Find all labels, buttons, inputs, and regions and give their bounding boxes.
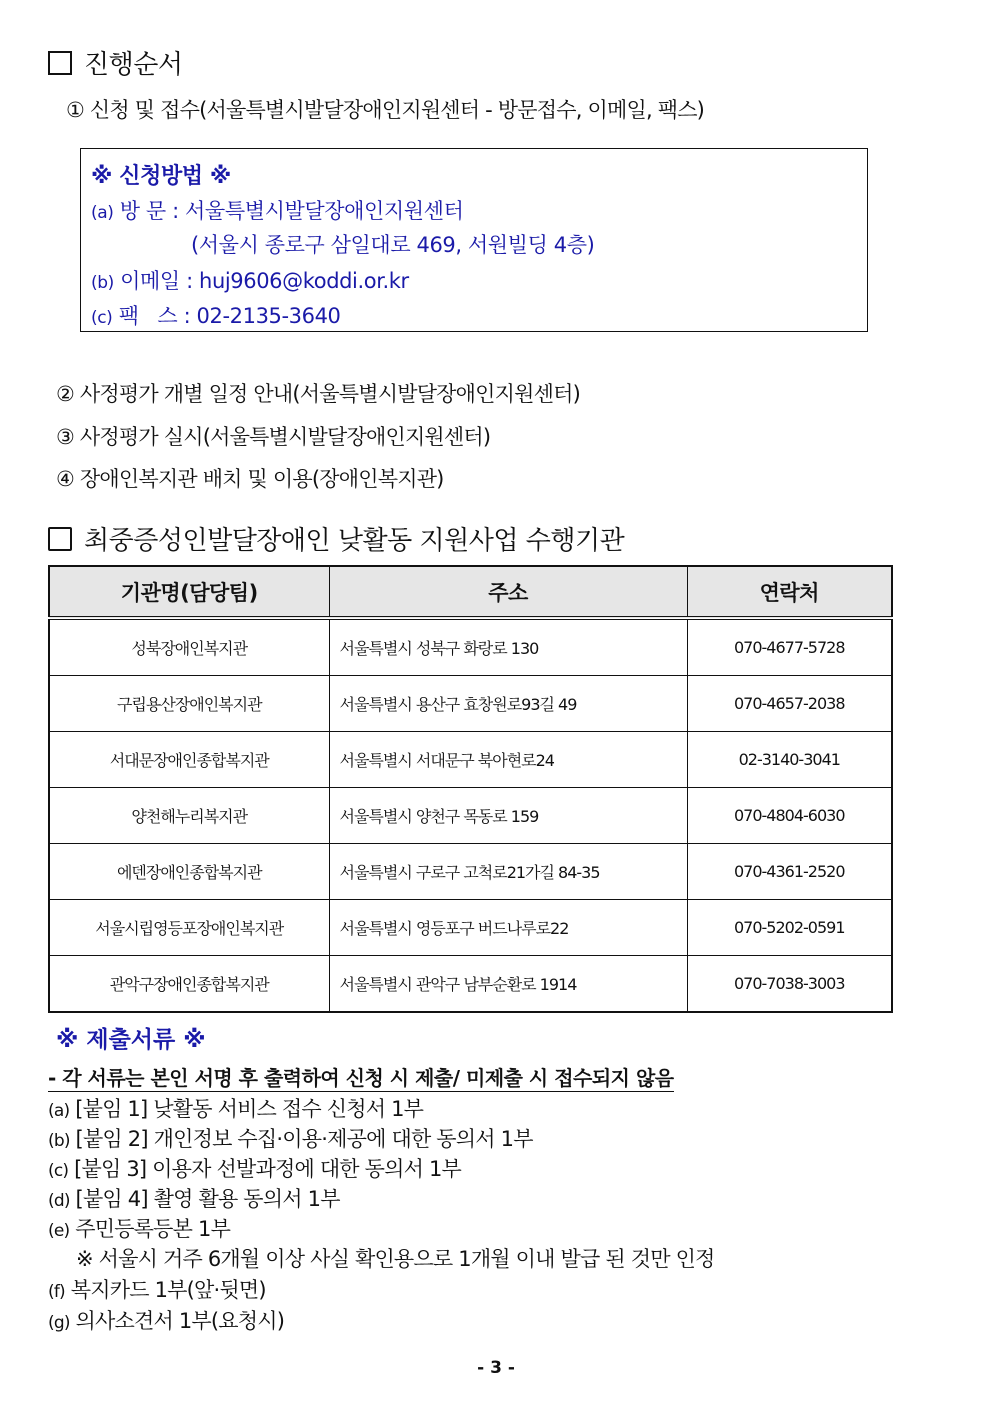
document-item <box>48 1305 284 1335</box>
section-heading-procedure <box>48 44 182 81</box>
table-row <box>49 788 892 844</box>
document-note: ※ 서울시 거주 6개월 이상 사실 확인용으로 1개월 이내 발급 된 것만 인정 <box>76 1247 715 1271</box>
cell-address: 서울특별시 구로구 고척로21가길 84-35 <box>329 844 687 900</box>
cell-contact: 070-4677-5728 <box>687 618 892 676</box>
item-text: 복지카드 1부(앞·뒷면) <box>70 1278 266 1302</box>
section-title: 최중증성인발달장애인 낮활동 지원사업 수행기관 <box>84 526 625 556</box>
document-item <box>48 1153 461 1183</box>
item-text: 의사소견서 1부(요청시) <box>75 1309 285 1333</box>
section-heading-institutions <box>48 520 624 557</box>
visit-label: 방 문 : <box>119 199 179 223</box>
cell-contact: 070-4657-2038 <box>687 676 892 732</box>
marker: (c) <box>48 1161 69 1181</box>
marker: (e) <box>48 1221 70 1241</box>
column-header-address: 주소 <box>329 566 687 618</box>
item-text: [붙임 2] 개인정보 수집·이용·제공에 대한 동의서 1부 <box>75 1127 533 1151</box>
table-row <box>49 844 892 900</box>
marker: (g) <box>48 1313 70 1333</box>
checkbox-square-icon <box>48 51 72 75</box>
fax-label: 팩 스 : <box>118 304 191 328</box>
fax-value: 02-2135-3640 <box>196 304 341 328</box>
cell-contact: 070-5202-0591 <box>687 900 892 956</box>
table-row <box>49 676 892 732</box>
table-header-row <box>49 566 892 618</box>
table-row <box>49 732 892 788</box>
cell-name: 관악구장애인종합복지관 <box>49 956 329 1013</box>
item-text: [붙임 3] 이용자 선발과정에 대한 동의서 1부 <box>74 1157 462 1181</box>
step-1: ① 신청 및 접수(서울특별시발달장애인지원센터 - 방문접수, 이메일, 팩스) <box>66 98 705 122</box>
cell-contact: 070-4804-6030 <box>687 788 892 844</box>
cell-name: 양천해누리복지관 <box>49 788 329 844</box>
cell-name: 서대문장애인종합복지관 <box>49 732 329 788</box>
step-2: ② 사정평가 개별 일정 안내(서울특별시발달장애인지원센터) <box>56 382 580 406</box>
cell-address: 서울특별시 성북구 화랑로 130 <box>329 618 687 676</box>
marker: (d) <box>48 1191 70 1211</box>
marker: (a) <box>91 203 114 223</box>
cell-address: 서울특별시 용산구 효창원로93길 49 <box>329 676 687 732</box>
notice-text: - 각 서류는 본인 서명 후 출력하여 신청 시 제출/ 미제출 시 접수되지 않음 <box>48 1066 674 1090</box>
table-row <box>49 956 892 1013</box>
documents-title: ※ 제출서류 ※ <box>56 1027 206 1053</box>
item-text: 주민등록등본 1부 <box>75 1217 231 1241</box>
step-4: ④ 장애인복지관 배치 및 이용(장애인복지관) <box>56 467 444 491</box>
email-value: huj9606@koddi.or.kr <box>199 269 409 293</box>
document-item <box>48 1093 423 1123</box>
table-row <box>49 618 892 676</box>
marker: (b) <box>48 1131 70 1151</box>
document-item <box>48 1183 340 1213</box>
cell-contact: 02-3140-3041 <box>687 732 892 788</box>
cell-name: 구립용산장애인복지관 <box>49 676 329 732</box>
method-visit <box>91 195 463 225</box>
checkbox-square-icon <box>48 527 72 551</box>
page-number: - 3 - <box>477 1358 515 1378</box>
application-method-box <box>80 148 868 332</box>
column-header-contact: 연락처 <box>687 566 892 618</box>
document-item <box>48 1123 533 1153</box>
marker: (c) <box>91 308 113 328</box>
cell-address: 서울특별시 관악구 남부순환로 1914 <box>329 956 687 1013</box>
cell-name: 서울시립영등포장애인복지관 <box>49 900 329 956</box>
item-text: [붙임 4] 촬영 활용 동의서 1부 <box>75 1187 340 1211</box>
marker: (f) <box>48 1282 65 1302</box>
cell-address: 서울특별시 서대문구 북아현로24 <box>329 732 687 788</box>
method-visit-address: (서울시 종로구 삼일대로 469, 서원빌딩 4층) <box>191 233 595 257</box>
documents-notice <box>48 1062 674 1091</box>
method-email <box>91 265 409 295</box>
column-header-name: 기관명(담당팀) <box>49 566 329 618</box>
table-row <box>49 900 892 956</box>
cell-contact: 070-7038-3003 <box>687 956 892 1013</box>
step-3: ③ 사정평가 실시(서울특별시발달장애인지원센터) <box>56 425 491 449</box>
method-title: ※ 신청방법 ※ <box>91 164 231 189</box>
email-label: 이메일 : <box>120 269 193 293</box>
visit-value: 서울특별시발달장애인지원센터 <box>185 199 464 223</box>
item-text: [붙임 1] 낮활동 서비스 접수 신청서 1부 <box>75 1097 424 1121</box>
section-title: 진행순서 <box>84 50 183 80</box>
cell-address: 서울특별시 양천구 목동로 159 <box>329 788 687 844</box>
cell-address: 서울특별시 영등포구 버드나루로22 <box>329 900 687 956</box>
method-fax <box>91 300 341 330</box>
document-item <box>48 1274 266 1304</box>
document-item <box>48 1213 230 1243</box>
marker: (b) <box>91 273 114 293</box>
marker: (a) <box>48 1101 70 1121</box>
cell-name: 성북장애인복지관 <box>49 618 329 676</box>
cell-name: 에덴장애인종합복지관 <box>49 844 329 900</box>
cell-contact: 070-4361-2520 <box>687 844 892 900</box>
institutions-table <box>48 565 893 1013</box>
